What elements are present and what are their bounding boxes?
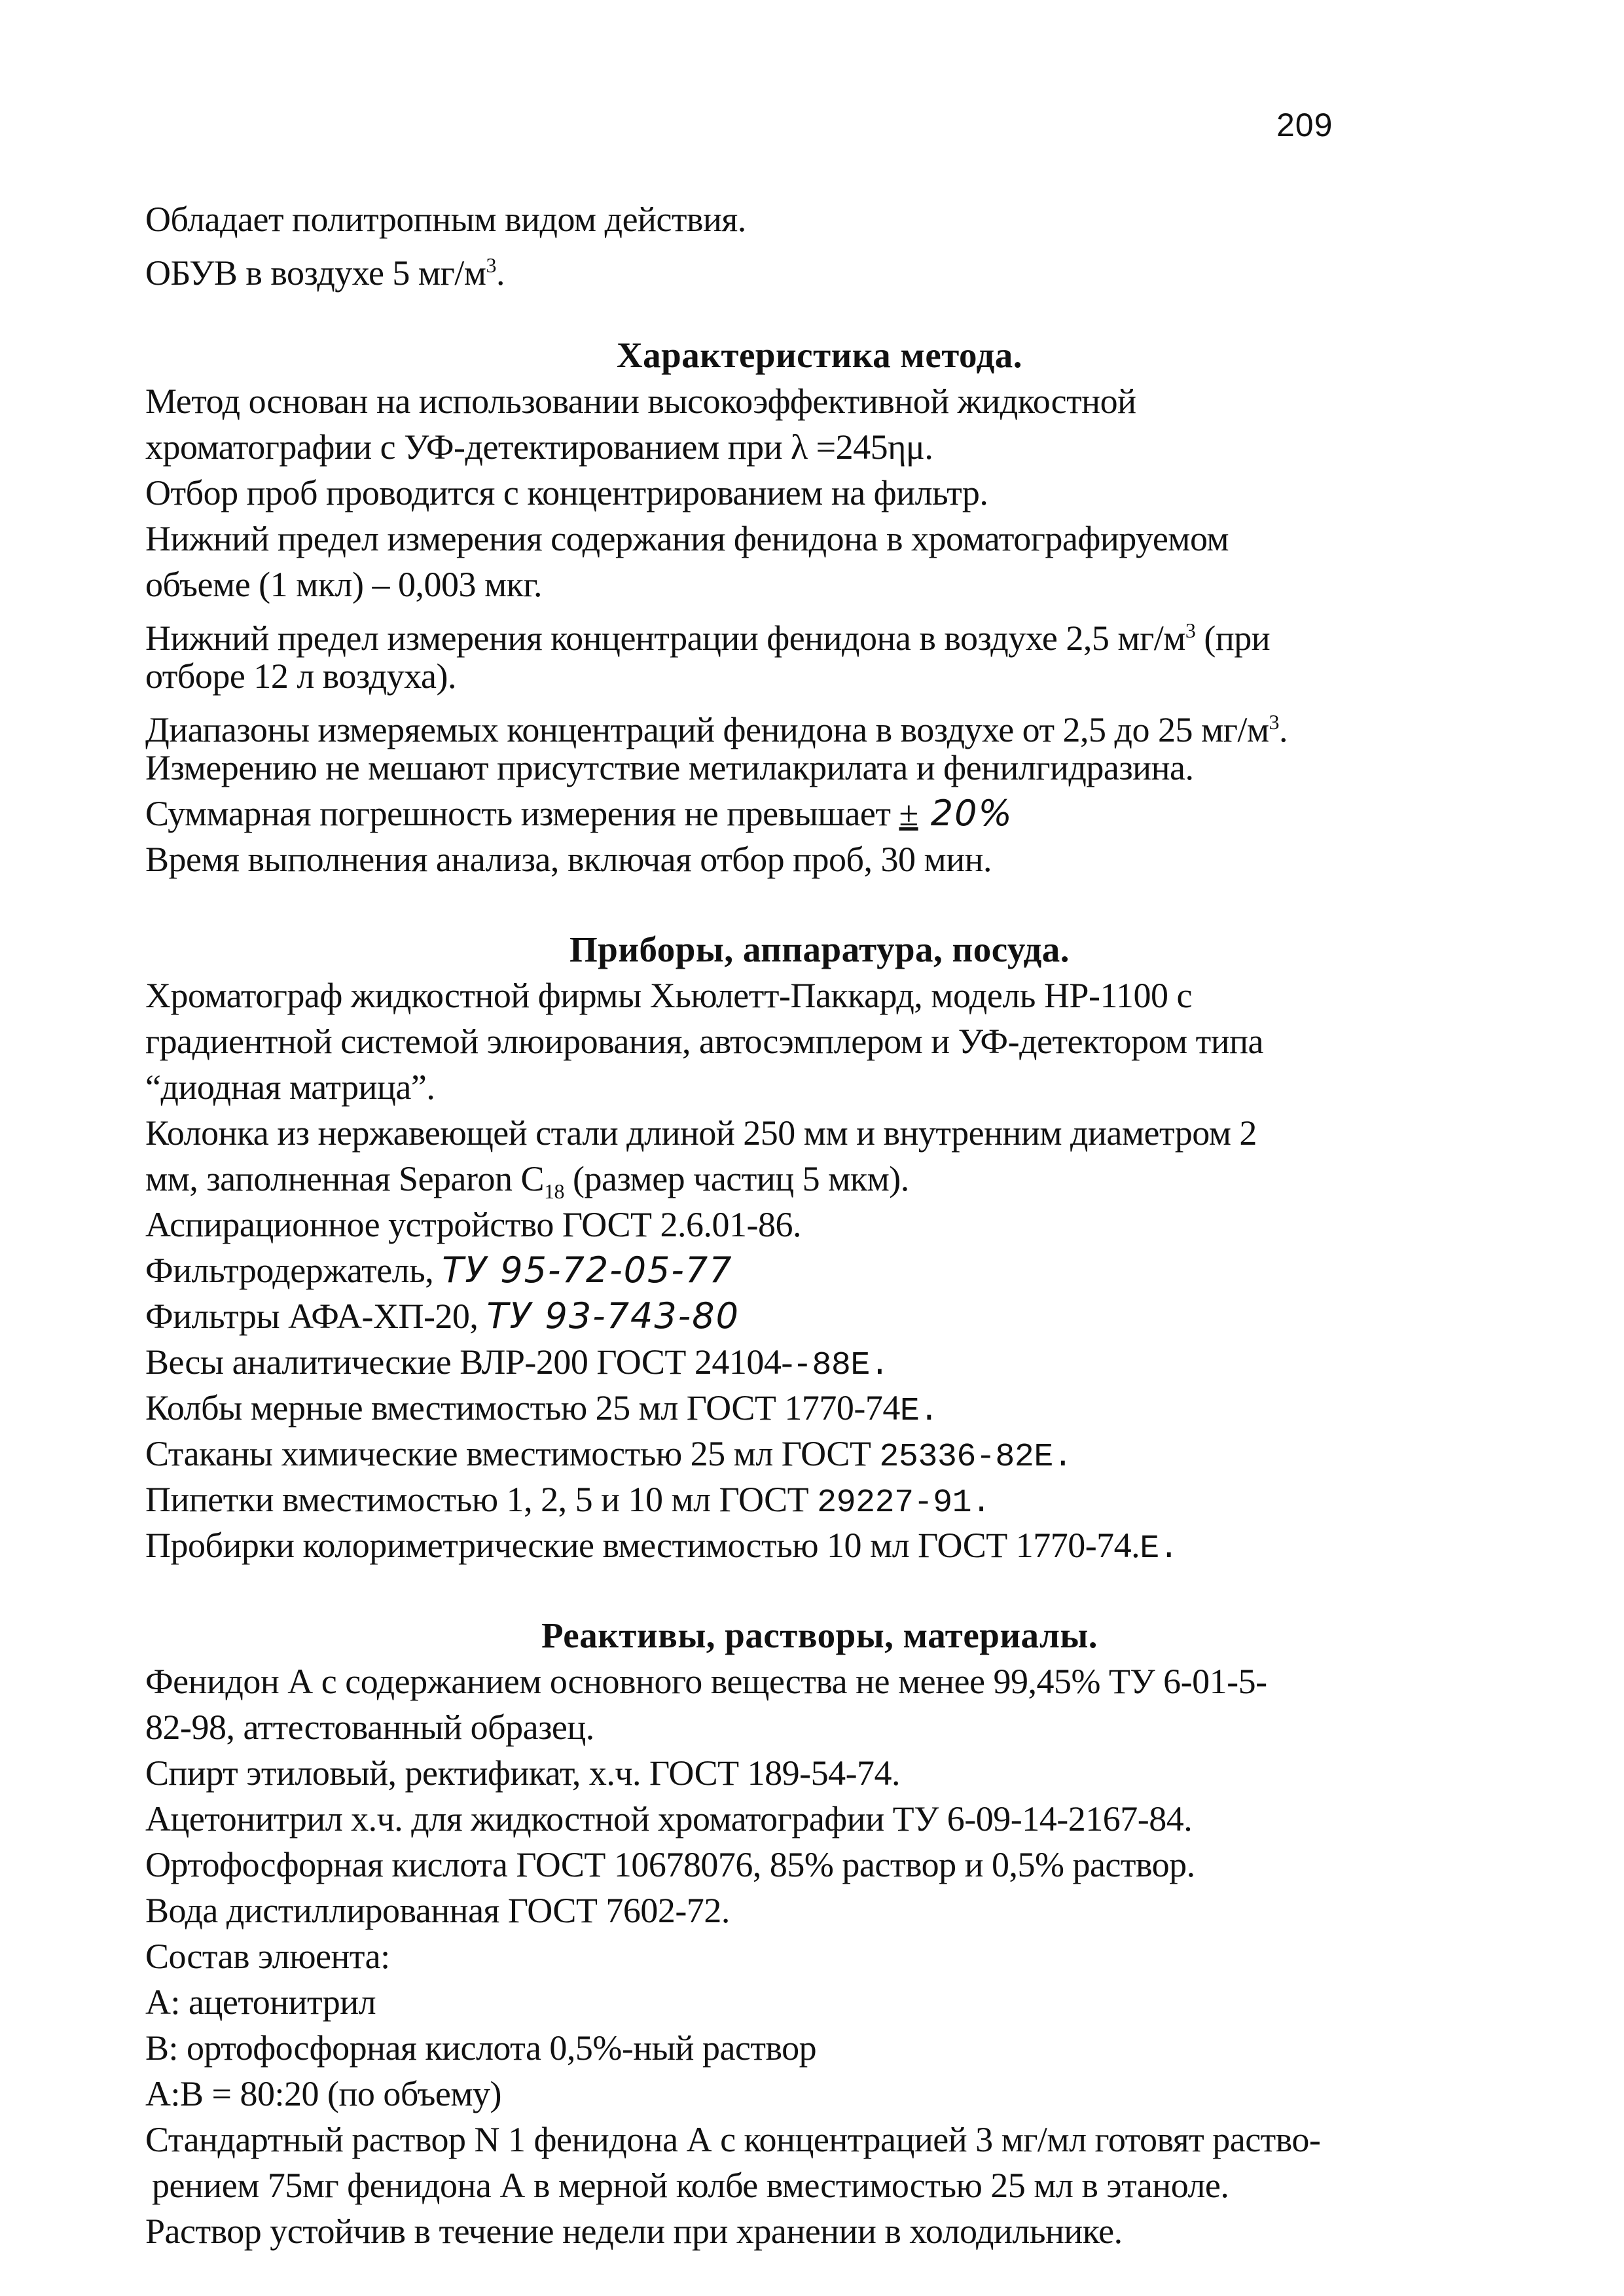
reagents-line: Ацетонитрил х.ч. для жидкостной хроматографии ТУ 6-09-14-2167-84. — [145, 1799, 1193, 1839]
equipment-line: градиентной системой элюирования, автосэмплером и УФ-детектором типа — [145, 1022, 1264, 1061]
equipment-column-line — [145, 1156, 1494, 1202]
section-gap — [145, 882, 1494, 927]
reagents-line: Состав элюента: — [145, 1937, 390, 1976]
equipment-filters-text: Фильтры АФА-ХП-20, — [145, 1297, 487, 1336]
reagents-line: рением 75мг фенидона А в мерной колбе вместимостью 25 мл в этаноле. — [152, 2166, 1229, 2205]
intro-obuv-text: ОБУВ в воздухе 5 мг/м — [145, 253, 486, 293]
section-gap — [145, 288, 1494, 332]
intro-line-1: Обладает политропным видом действия. — [145, 200, 746, 239]
method-heading: Характеристика метода. — [616, 335, 1023, 375]
reagents-line: Ортофосфорная кислота ГОСТ 10678076, 85% раствор и 0,5% раствор. — [145, 1845, 1195, 1884]
equipment-line: Хроматограф жидкостной фирмы Хьюлетт-Паккард, модель HP-1100 с — [145, 976, 1192, 1015]
method-line: Отбор проб проводится с концентрированием на фильтр. — [145, 473, 988, 512]
equipment-filters-line — [145, 1293, 1494, 1339]
reagents-line: А: ацетонитрил — [145, 1982, 376, 2022]
page-content — [145, 196, 1494, 2254]
method-conc-end: (при — [1195, 619, 1271, 658]
intro-obuv-end: . — [496, 253, 505, 293]
method-error-line — [145, 791, 1494, 836]
equipment-holder-handwritten: ТУ 95-72-05-77 — [442, 1249, 733, 1291]
equipment-beakers-typed: 25336-82Е. — [879, 1439, 1073, 1476]
equipment-beakers-line — [145, 1431, 1494, 1477]
equipment-tubes-typed: Е. — [1140, 1530, 1179, 1568]
intro-line-2 — [145, 242, 1494, 293]
reagents-line: Стандартный раствор N 1 фенидона А с концентрацией 3 мг/мл готовят раство- — [145, 2120, 1321, 2159]
method-error-handwritten: 20% — [918, 793, 1013, 834]
method-range-line — [145, 699, 1494, 749]
reagents-line: В: ортофосфорная кислота 0,5%-ный раствор — [145, 2028, 817, 2068]
method-range-sup: 3 — [1269, 710, 1280, 734]
equipment-flasks-typed: Е. — [899, 1393, 939, 1430]
reagents-line: 82-98, аттестованный образец. — [145, 1708, 594, 1747]
method-range-end: . — [1279, 710, 1288, 749]
equipment-heading: Приборы, аппаратура, посуда. — [569, 929, 1070, 969]
method-line: Время выполнения анализа, включая отбор проб, 30 мин. — [145, 840, 992, 879]
equipment-column-end: (размер частиц 5 мкм). — [564, 1159, 909, 1198]
equipment-flasks-line — [145, 1385, 1494, 1431]
reagents-line: Раствор устойчив в течение недели при хранении в холодильнике. — [145, 2212, 1123, 2251]
equipment-scales-line — [145, 1339, 1494, 1385]
method-conc-text: Нижний предел измерения концентрации фенидона в воздухе 2,5 мг/м — [145, 619, 1185, 658]
reagents-line: Вода дистиллированная ГОСТ 7602-72. — [145, 1891, 730, 1930]
equipment-line: Аспирационное устройство ГОСТ 2.6.01-86. — [145, 1205, 801, 1244]
equipment-beakers-text: Стаканы химические вместимостью 25 мл ГОСТ — [145, 1434, 880, 1473]
equipment-tubes-text: Пробирки колориметрические вместимостью 10 мл ГОСТ 1770-74. — [145, 1526, 1140, 1565]
method-line: объеме (1 мкл) – 0,003 мкг. — [145, 565, 542, 604]
method-line: Метод основан на использовании высокоэффективной жидкостной — [145, 382, 1136, 421]
equipment-holder-line — [145, 1247, 1494, 1293]
equipment-holder-text: Фильтродержатель, — [145, 1251, 442, 1290]
equipment-tubes-line — [145, 1522, 1494, 1568]
reagents-line: Фенидон А с содержанием основного вещества не менее 99,45% ТУ 6-01-5- — [145, 1662, 1267, 1701]
equipment-column-text: мм, заполненная Separon C — [145, 1159, 545, 1198]
equipment-line: “диодная матрица”. — [145, 1067, 435, 1107]
equipment-filters-handwritten: ТУ 93-743-80 — [486, 1295, 740, 1336]
page-number: 209 — [1276, 107, 1333, 143]
reagents-heading: Реактивы, растворы, материалы. — [541, 1615, 1098, 1655]
intro-obuv-sup: 3 — [486, 253, 496, 277]
method-line: хроматографии с УФ-детектированием при λ =245ημ. — [145, 427, 933, 467]
method-error-text: Суммарная погрешность измерения не превышает — [145, 794, 899, 833]
method-line: Нижний предел измерения содержания фенидона в хроматографируемом — [145, 519, 1229, 558]
equipment-scales-typed: -88Е. — [792, 1347, 890, 1384]
equipment-line: Колонка из нержавеющей стали длиной 250 мм и внутренним диаметром 2 — [145, 1113, 1257, 1153]
method-line: отборе 12 л воздуха). — [145, 656, 456, 696]
equipment-scales-text: Весы аналитические ВЛР-200 ГОСТ 24104- — [145, 1342, 793, 1382]
equipment-pipettes-line — [145, 1477, 1494, 1522]
method-error-pm: ± — [899, 794, 918, 833]
method-range-text: Диапазоны измеряемых концентраций фенидона в воздухе от 2,5 до 25 мг/м — [145, 710, 1269, 749]
method-line: Измерению не мешают присутствие метилакрилата и фенилгидразина. — [145, 748, 1194, 787]
equipment-pipettes-text: Пипетки вместимостью 1, 2, 5 и 10 мл ГОСТ — [145, 1480, 818, 1519]
method-conc-sup: 3 — [1185, 619, 1196, 642]
method-conc-line — [145, 607, 1494, 658]
equipment-pipettes-typed: 29227-91. — [817, 1484, 991, 1522]
reagents-line: Спирт этиловый, ректификат, х.ч. ГОСТ 189-54-74. — [145, 1753, 901, 1793]
equipment-column-sub: 18 — [544, 1179, 565, 1203]
equipment-flasks-text: Колбы мерные вместимостью 25 мл ГОСТ 1770-74 — [145, 1388, 900, 1427]
section-gap — [145, 1568, 1494, 1613]
reagents-line: А:В = 80:20 (по объему) — [145, 2074, 502, 2113]
